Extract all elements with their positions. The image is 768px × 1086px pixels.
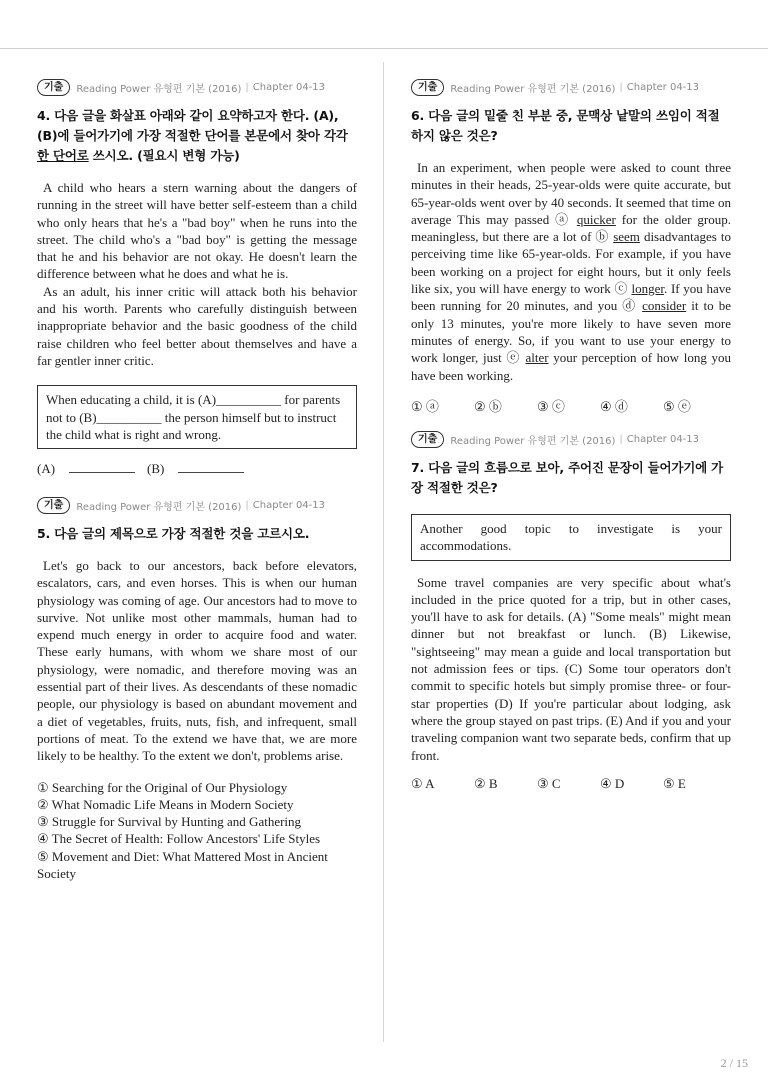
question-4 [37,78,357,477]
choice-1[interactable]: ① Searching for the Original of Our Physiology [37,779,288,795]
column-divider [383,62,384,1042]
question-6 [411,78,731,415]
source-label: Reading Power 유형편 기본 (2016) [76,83,242,95]
underlined-phrase: 한 단어로 [37,148,89,163]
tag-separator: | [245,81,249,93]
choice-1[interactable]: ① A [411,775,435,791]
chapter-label: Chapter 04-13 [252,499,326,511]
given-sentence-box: Another good topic to investigate is your accommodations. [411,514,731,561]
passage-paragraph: As an adult, his inner critic will attack both his behavior and his worth. Parents who carefully distinguish between inappropriate behavior and the basic goodness of the child raise children who feel better about themselves and have a far gentler inner critic. [37,283,357,368]
choice-row [411,396,731,415]
chapter-label: Chapter 04-13 [626,81,700,93]
passage-paragraph: A child who hears a stern warning about the dangers of running in the street will have better self-esteem than a child who only hears that he's a "bad boy" when he runs into the street. The child who's a "bad boy" is getting the message that he and his behavior are not okay. He doesn't learn the difference between what he does and what he is. [37,180,357,282]
choice-2[interactable]: ② B [474,775,498,791]
exam-badge: 기출 [37,497,70,514]
underlined-word-b: seem [613,229,640,245]
exam-badge: 기출 [411,431,444,448]
tag-separator: | [245,499,249,511]
passage [37,179,357,369]
choice-5[interactable]: ⑤ Movement and Diet: What Mattered Most in Ancient Society [37,848,328,882]
passage: In an experiment, when people were asked to count three minutes in their heads, 25-year-olds were quite accurate, but 65-year-olds went over by 40 seconds. It seemed that time on average This may passed ⓐ quicker for the older group. meaningless, but there are a lot of ⓑ seem disadvantages to perceiving time like 65-year-olds. For example, if you have been working on a project for eight hours, but it only feels like six, you will have energy to work ⓒ longer. If you have been running for 20 minutes, and you ⓓ consider it to be only 13 minutes, you're more likely to have seven more minutes of energy. So, if you want to use your energy to work longer, just ⓔ alter your perception of how long you have been working. [411,160,732,383]
underlined-word-e: alter [525,350,549,366]
answer-blanks [37,461,357,477]
tag-separator: | [619,433,623,445]
question-7 [411,430,731,792]
chapter-label: Chapter 04-13 [252,81,326,93]
choice-3[interactable]: ③ C [537,775,561,791]
exam-badge: 기출 [411,79,444,96]
choice-1[interactable]: ① ⓐ [411,398,439,414]
header-rule [0,48,768,49]
chapter-label: Chapter 04-13 [626,433,700,445]
source-label: Reading Power 유형편 기본 (2016) [450,435,616,447]
exam-badge: 기출 [37,79,70,96]
passage: Some travel companies are very specific about what's included in the price quoted for a trip, but in other cases, you'll have to ask for details. (A) "Some meals" might mean dinner but not breakfast or lunch. (B) Likewise, "sightseeing" may mean a guide and local transportation but not admission fees or tips. (C) Some tour operators don't commit to specific hotels but simply promise three- or four-star properties (D) If you're particular about lodging, ask where the group stayed on past trips. (E) And if you and your traveling companion want two separate beds, confirm that up front. [411,574,731,763]
answer-a-label: (A) [37,461,56,477]
answer-a-blank[interactable] [69,462,135,473]
question-tag [411,430,731,448]
question-tag [37,496,357,514]
choice-5[interactable]: ⑤ E [663,775,686,791]
choice-2[interactable]: ② ⓑ [474,398,502,414]
underlined-word-d: consider [642,298,687,314]
question-tag [411,78,731,96]
underlined-word-c: longer [631,281,665,297]
source-label: Reading Power 유형편 기본 (2016) [450,83,616,95]
choice-4[interactable]: ④ D [600,775,625,791]
question-tag [37,78,357,96]
choice-3[interactable]: ③ ⓒ [537,398,565,414]
choice-4[interactable]: ④ ⓓ [600,398,628,414]
choice-4[interactable]: ④ The Secret of Health: Follow Ancestors' Life Styles [37,831,321,847]
choice-3[interactable]: ③ Struggle for Survival by Hunting and Gathering [37,814,302,830]
choice-row [411,776,731,792]
choice-2[interactable]: ② What Nomadic Life Means in Modern Society [37,796,294,812]
source-label: Reading Power 유형편 기본 (2016) [76,501,242,513]
question-title: 5. 다음 글의 제목으로 가장 적절한 것을 고르시오. [37,526,310,541]
answer-b-blank[interactable] [178,462,244,473]
question-title: 6. 다음 글의 밑줄 친 부분 중, 문맥상 낱말의 쓰임이 적절하지 않은 것은? [411,108,720,143]
passage: Let's go back to our ancestors, back before elevators, escalators, cars, and even horses. This is when our human physiology was coming of age. Our ancestors had to move to survive. Not unlike most other mammals, human had to expend much energy in order to acquire food and water. These early humans, with whom we share most of our physiology, were nomadic, and therefore moving was an essential part of their lives. As descendants of these nomadic people, our physiology is based on abundant movement and a diet of vegetables, fruits, nuts, fish, and infrequent, small portions of meat. To the extend we have that, we are more likely to be healthy. To the extent we don't, problems arise. [37,558,357,764]
tag-separator: | [619,81,623,93]
question-title: 4. 다음 글을 화살표 아래와 같이 요약하고자 한다. (A), (B)에 들어가기에 가장 적절한 단어를 본문에서 찾아 각각 한 단어로 쓰시오. (필요시 변형 가능) [37,108,348,163]
underlined-word-a: quicker [576,211,616,227]
page-number: 2 / 15 [720,1056,748,1070]
summary-box: When educating a child, it is (A)__________ for parents not to (B)__________ the person himself but to instruct the child what is right and wrong. [37,385,357,449]
answer-b-label: (B) [147,461,165,477]
question-5 [37,496,357,882]
choice-list [37,779,357,883]
question-title: 7. 다음 글의 흐름으로 보아, 주어진 문장이 들어가기에 가장 적절한 것은? [411,460,724,495]
choice-5[interactable]: ⑤ ⓔ [663,398,691,414]
